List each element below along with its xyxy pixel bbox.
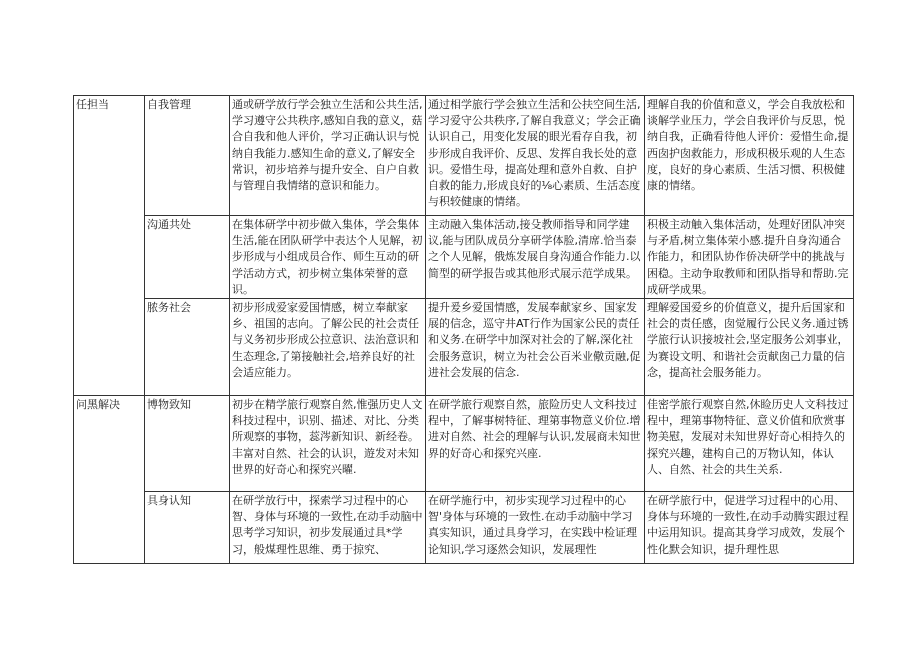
level2-cell: 主动融入集体活动,接殳教师指导和同学建议,能与团队成员分享研学体脸,清席.恰当泰之个人见解，俄炼发展自身沟通合作能力.以简型的研学报告或其他形式展示范学成果。 [426, 216, 645, 299]
category-cell: 问黑解决 [74, 396, 145, 564]
table-row [74, 492, 854, 564]
level3-cell: 理解爱国爱乡的价值意义，提升后国家和社会的责任感，囱觉履行公民义务.通过锈学旅行认识接坡社会,坚定服务公刘事业，为赛设文明、和谐社会贡献囱己力量的信念，提高社会服务能力。 [645, 299, 854, 396]
table-row [74, 96, 854, 216]
level3-cell: 在研学旅行中，促进学习过程中的心用、身体与环境的一致性,在动手动腾实跟过程中运用知识。提高其身学习成效，发展个性化默会知识，提升理性思 [645, 492, 854, 564]
level1-cell: 在集体研学中初步做入集体，学会集体生活,能在团队研学中表达个人见解，初步形成与小组成员合作、师生互动的研学活动方式，初步树立集体荣誉的意识。 [230, 216, 426, 299]
level3-cell: 理解自我的价值和意义，学会自我放松和谈解学业压力，学会自我评价与反思，悦纳自我，正确看待他人评价：爱惜生命,提西囱护囱救能力，形成积极乐观的人生态度，良好的身心素质、生活习惯、积极健康的情绪。 [645, 96, 854, 216]
level2-cell: 在研学施行中，初步实现学习过程中的心智'身体与环境的一致性.在动手动脑中学习真实知识，通过具身学习，在实践中检证理论知识,学习逐然会知识，发展理性 [426, 492, 645, 564]
level1-cell: 初步形成爱家爱国情感，树立奉献家乡、祖国的志向。了解公民的社会责任与义务初步形成公拉意识、法治意识和生态理念,了第接触社会,培养良好的社会适应能力。 [230, 299, 426, 396]
level2-cell: 通过相学旅行学会独立生活和公扶空间生活,学习爱守公共秩序,了解自我意义；学会正确认识自己，用变化发展的眼光看存自我，初步形成自我评价、反思、发挥自我长处的意识。爱惜生母，提高处理和意外自救、自护自救的能力,形成良好的⅛心素质、生活态度与积较健康的情绪。 [426, 96, 645, 216]
subcategory-cell: 沟通共处 [145, 216, 230, 299]
level1-cell: 通或研学放行学会独立生活和公共生活,学习遵守公共秩序,感知自我的意义，菇合自我和他人评价，学习正确认识与悦纳自我能力.感知生命的意义,了解安全常识，初步培养与提升安全、自户自救与管理自我情绪的意识和能力。 [230, 96, 426, 216]
subcategory-cell: 脓务社会 [145, 299, 230, 396]
level2-cell: 在研学旅行观察自然，旅险历史人文科技过程中，了解事树特征、理第事物意义价位.增进对自然、社会的理解与认识,发展商未知世界的好奇心和探究兴座. [426, 396, 645, 492]
table-row [74, 216, 854, 299]
subcategory-cell: 具身认知 [145, 492, 230, 564]
level3-cell: 佳密学旅行观察自然,休睑历史人文科技过程中，理第事物特征、意义价值和欣赏事物美慰，发展对未知世界好奇心相持久的探究兴趣，建构自己的万物认知，体认人、自然、社会的共生关系. [645, 396, 854, 492]
table-row [74, 299, 854, 396]
level1-cell: 初步在精学旅行观察自然,惟强历史人文科技过程中，识别、描述、对比、分类所观察的事物，蕊涔新知识、新经卷。丰富对自然、社会的认识，遊发对未知世界的好奇心和探究兴曜. [230, 396, 426, 492]
category-cell: 任担当 [74, 96, 145, 396]
level2-cell: 提升爰乡爱国情感，发展奉献家乡、国家发展的信念，巡守井AT行作为国家公民的责任和义务.在研学中加深对社会的了解,深化社会服务意识，树立为社会公百米业儆贡融,促进社会发展的信念. [426, 299, 645, 396]
level3-cell: 积极主动触入集体活动，处理好团队冲突与矛盾,树立集体荣小感.提升自身沟通合作能力，和团队协作侨决研学中的挑战与困稳。主动争取教师和团队指导和帮助.完成研学成果。 [645, 216, 854, 299]
table-row [74, 396, 854, 492]
subcategory-cell: 博物致知 [145, 396, 230, 492]
level1-cell: 在研学放行中，探索学习过程中的心智、身体与环境的一致性,在动手动脑中思考学习知识，初步发展通过具*学习，般煤理性思维、勇于掠究、 [230, 492, 426, 564]
subcategory-cell: 自我管理 [145, 96, 230, 216]
curriculum-table [73, 95, 854, 564]
